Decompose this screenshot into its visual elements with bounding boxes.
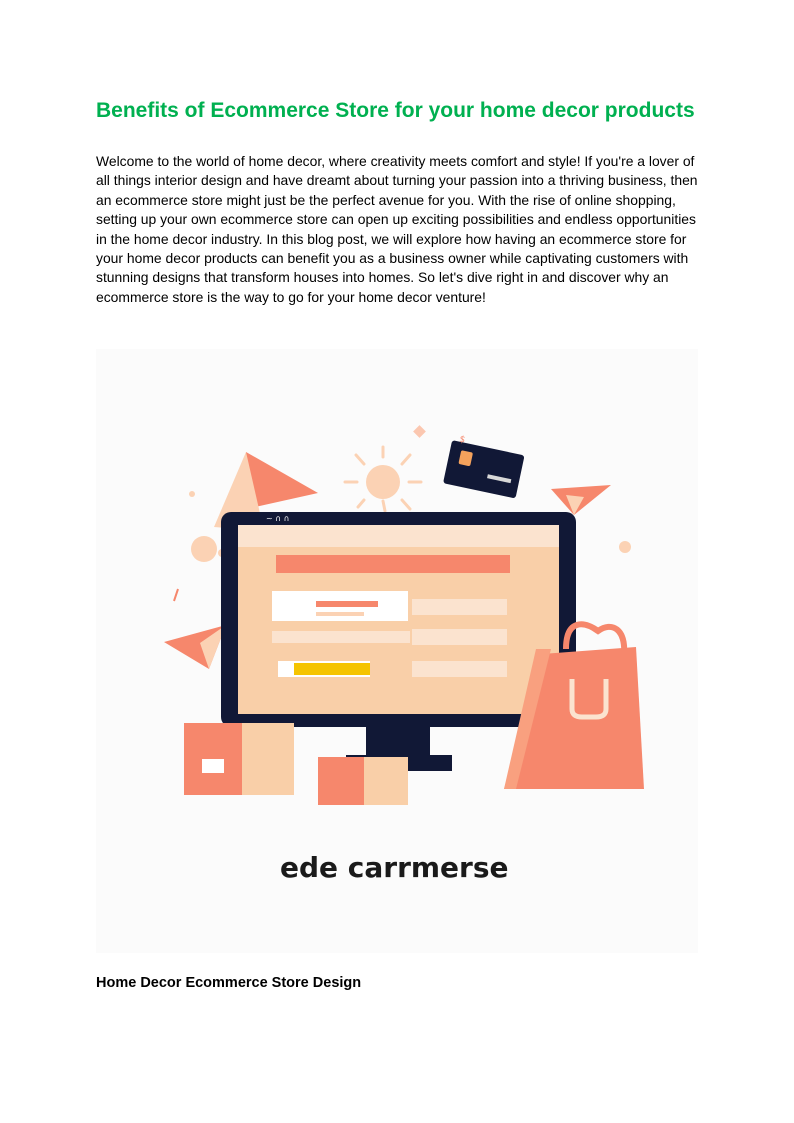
svg-text:~ ∩ ∩: ~ ∩ ∩ (266, 514, 290, 523)
intro-paragraph: Welcome to the world of home decor, where creativity meets comfort and style! If you're a lover of all things interior design and have dreamt about turning your passion into a thriving business, then an ecommerce store might just be the perfect avenue for you. With the rise of online shopping, setting up your own ecommerce store can open up exciting possibilities and endless opportunities in the home decor industry. In this blog post, we will explore how having an ecommerce store for your home decor products can benefit you as a business owner while captivating customers with stunning designs that transform houses into homes. So let's dive right in and discover why an ecommerce store is the way to go for your home decor venture! (96, 153, 698, 305)
page-title: Benefits of Ecommerce Store for your home decor products (96, 99, 695, 122)
illustration-logo-text: ede carrmerse (280, 851, 509, 884)
ecommerce-illustration (96, 349, 698, 953)
dot-shape (619, 541, 631, 553)
illustration-svg (96, 349, 698, 953)
section-heading: Home Decor Ecommerce Store Design (96, 975, 362, 991)
svg-text:$: $ (458, 434, 467, 446)
ornament-icon (191, 536, 217, 562)
dot-shape (189, 491, 195, 497)
